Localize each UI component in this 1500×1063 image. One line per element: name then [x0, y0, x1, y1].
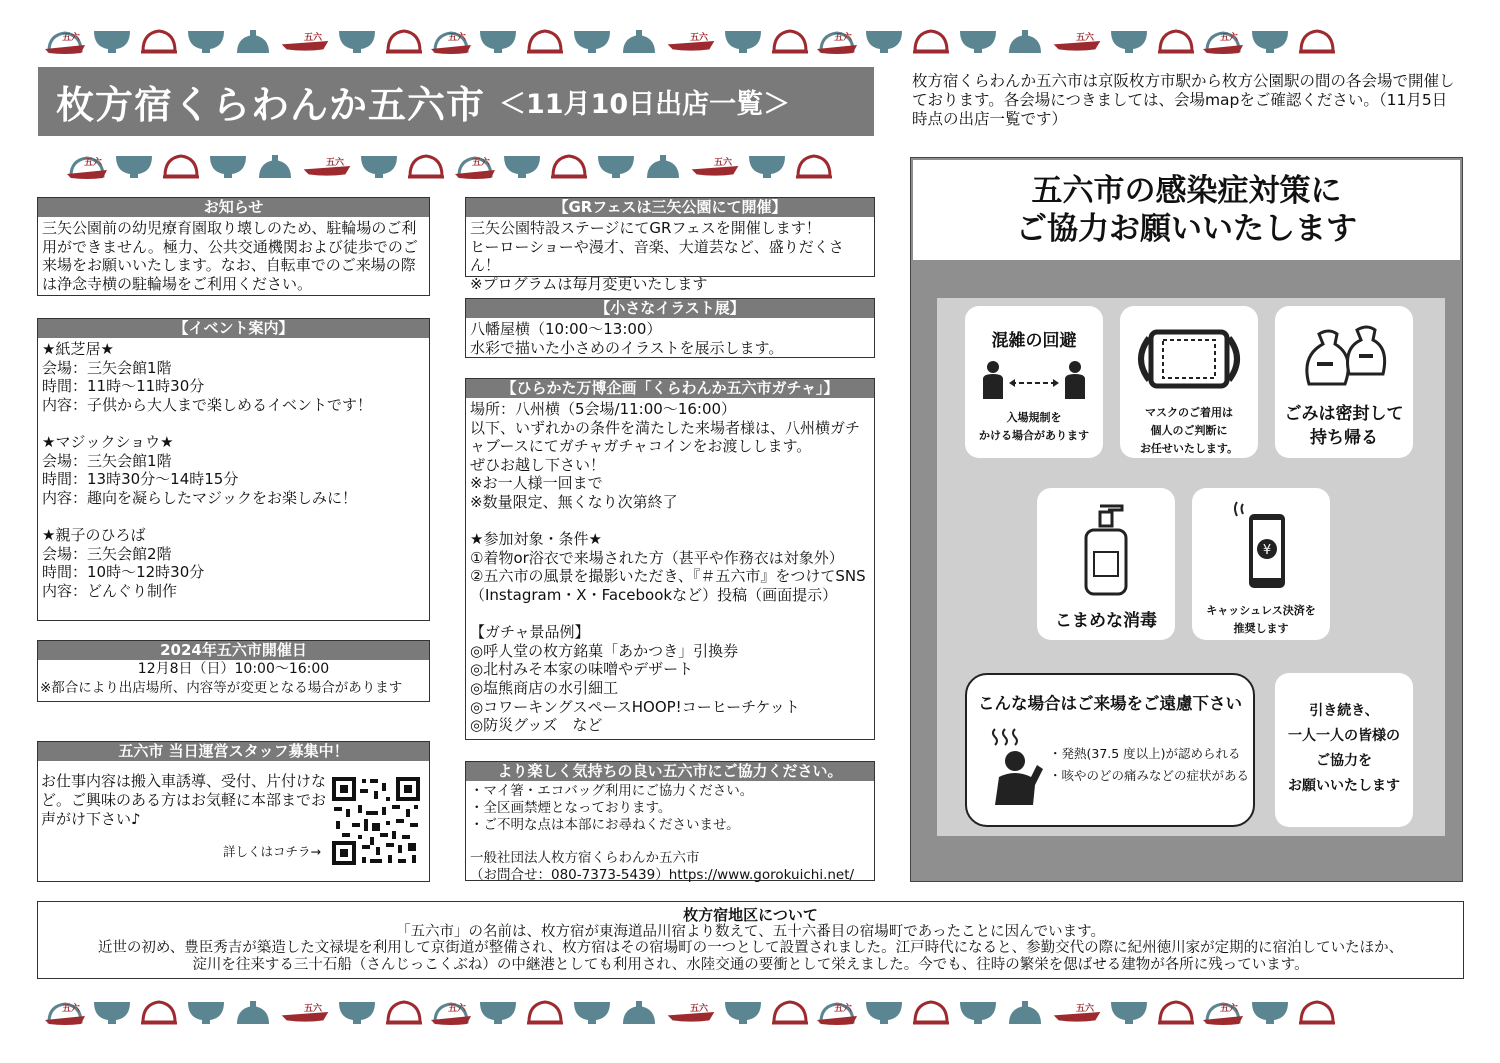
boat-label: 五六 [689, 1004, 709, 1014]
boat-label: 五六 [325, 158, 345, 168]
garbage-card [1275, 306, 1413, 458]
lid-icon [255, 152, 295, 180]
page-title-bar [38, 67, 874, 136]
bowl-outline-icon [911, 998, 951, 1026]
bowl-outline-icon [1156, 998, 1196, 1026]
fever-person-icon [987, 725, 1047, 805]
district-line: 「五六市」の名前は、枚方宿が東海道品川宿より数えて、五十六番目の宿場町であったことに因んでいます。 [396, 923, 1105, 940]
bowl-outline-icon [911, 27, 951, 55]
gr-header: 【GRフェスは三矢公園にて開催】 [466, 198, 874, 217]
staff-header: 五六市 当日運営スタッフ募集中！ [38, 742, 429, 761]
continue-card [1275, 673, 1413, 827]
smartphone-payment-icon [1231, 498, 1291, 590]
refrain-card [965, 673, 1255, 827]
boat-icon [67, 152, 107, 180]
bowl-outline-icon [525, 27, 565, 55]
disinfect-text: こまめな消毒 [1055, 611, 1157, 631]
boat-label: 五六 [833, 33, 853, 43]
garbage-text: ごみは密封して 持ち帰る [1284, 404, 1404, 448]
lid-icon [619, 998, 659, 1026]
bowl-outline-icon [1297, 27, 1337, 55]
bowl-outline-icon [384, 27, 424, 55]
boat-label: 五六 [303, 33, 323, 43]
bowl-icon [572, 998, 612, 1026]
boat-icon [45, 998, 85, 1026]
notice-body: 三矢公園前の幼児療育園取り壊しのため、駐輪場のご利用ができません。極力、公共交通機関および徒歩でのご来場をお願いいたします。なお、自転車でのご来場の際は浄念寺横の駐輪場をご利用ください。 [42, 219, 418, 293]
mask-icon [1129, 324, 1249, 394]
bowl-icon [337, 27, 377, 55]
bowl-icon [186, 998, 226, 1026]
cashless-text: キャッシュレス決済を 推奨します [1206, 604, 1316, 635]
bowl-icon [1109, 998, 1149, 1026]
bowl-icon [596, 152, 636, 180]
illust-box [465, 298, 875, 358]
bowl-icon [1250, 27, 1290, 55]
page-title: 枚方宿くらわんか五六市 [56, 83, 486, 127]
district-header: 枚方宿地区について [683, 906, 818, 924]
cooperate-header: より楽しく気持ちの良い五六市にご協力ください。 [466, 762, 874, 781]
staff-body: お仕事内容は搬入車誘導、受付、片付けなど。ご興味のある方はお気軽に本部までお声がけ下さい♪ [41, 772, 327, 828]
staff-box [37, 741, 430, 882]
bowl-outline-icon [794, 152, 834, 180]
bowl-icon [478, 998, 518, 1026]
illust-header: 【小さなイラスト展】 [466, 299, 874, 318]
boat-icon [455, 152, 495, 180]
decor-row-top [45, 27, 1337, 55]
gr-box [465, 197, 875, 293]
bowl-icon [958, 27, 998, 55]
bowl-icon [747, 152, 787, 180]
avoid-crowd-title: 混雑の回避 [991, 331, 1077, 351]
bowl-icon [186, 27, 226, 55]
gacha-box [465, 378, 875, 740]
bowl-outline-icon [139, 27, 179, 55]
boat-icon [817, 27, 857, 55]
cashless-card [1192, 488, 1330, 640]
lid-icon [1005, 998, 1045, 1026]
lid-icon [643, 152, 683, 180]
dates-date: 12月8日（日）10:00～16:00 [137, 661, 330, 677]
boat-label: 五六 [689, 33, 709, 43]
boat-label: 五六 [1219, 33, 1239, 43]
cooperate-box [465, 761, 875, 881]
bowl-icon [359, 152, 399, 180]
boat-icon [280, 27, 330, 55]
gacha-body: 場所：八州横（5会場/11:00～16:00） 以下、いずれかの条件を満たした来場者様は、八州横ガチャブースにてガチャガチャコインをお渡しします。 ぜひお越し下さい！ ※お一人様一回まで ※数量限定、無くなり次第終了 ★参加対象・条件★ ①着物or浴衣で来場された方（甚平や作務衣は対象外） ②五六市の風景を撮影いただき、『＃五六市』をつけてSNS（Instagram・X・Facebookなど）投稿（画面提示） 【ガチャ景品例】 ◎呼人堂の枚方銘菓「あかつき」引換券 ◎北村みそ本家の味噌やデザート ◎塩熊商店の水引細工 ◎コワーキングスペースHOOP!コーヒーチケット ◎防災グッズ など [470, 400, 866, 735]
sanitizer-icon [1076, 502, 1136, 597]
bowl-outline-icon [549, 152, 589, 180]
boat-icon [1203, 998, 1243, 1026]
refrain-list [1049, 743, 1249, 787]
district-line: 近世の初め、豊臣秀吉が築造した文禄堤を利用して京街道が整備され、枚方宿はその宿場町の一つとして設置されました。江戸時代になると、参勤交代の際に紀州徳川家が定期的に宿泊していたほか、 [97, 940, 1404, 956]
events-body: ★紙芝居★ 会場：三矢会館1階 時間：11時～11時30分 内容：子供から大人まで楽しめるイベントです！ ★マジックショウ★ 会場：三矢会館1階 時間：13時30分～14時15分 内容：趣向を凝らしたマジックをお楽しみに！ ★親子のひろば 会場：三矢会館2階 時間：10時～12時30分 内容：どんぐり制作 [42, 340, 373, 600]
notice-box [37, 197, 430, 296]
boat-icon [1052, 27, 1102, 55]
boat-label: 五六 [1075, 33, 1095, 43]
bowl-icon [208, 152, 248, 180]
boat-label: 五六 [447, 33, 467, 43]
refrain-item: ・発熱(37.5 度以上)が認められる [1049, 746, 1241, 761]
boat-icon [280, 998, 330, 1026]
bowl-outline-icon [1297, 998, 1337, 1026]
boat-icon [302, 152, 352, 180]
disinfect-card [1037, 488, 1175, 640]
bowl-outline-icon [161, 152, 201, 180]
boat-label: 五六 [713, 158, 733, 168]
boat-icon [431, 998, 471, 1026]
bowl-outline-icon [139, 998, 179, 1026]
bowl-outline-icon [1156, 27, 1196, 55]
gacha-header: 【ひらかた万博企画「くらわんか五六市ガチャ」】 [466, 379, 874, 398]
bowl-icon [502, 152, 542, 180]
district-line: 淀川を往来する三十石船（さんじっこくぶね）の中継港としても利用され、水陸交通の要衝として栄えました。今でも、往時の繁栄を偲ばせる建物が各所に残っています。 [192, 956, 1309, 973]
boat-label: 五六 [833, 1004, 853, 1014]
dates-note: ※都合により出店場所、内容等が変更となる場合があります [40, 680, 403, 696]
decor-row-bottom [45, 998, 1337, 1026]
boat-label: 五六 [447, 1004, 467, 1014]
boat-label: 五六 [83, 158, 103, 168]
bowl-icon [478, 27, 518, 55]
notice-header: お知らせ [38, 198, 429, 217]
decor-row-mid [67, 152, 446, 180]
svg-text:¥: ¥ [1262, 543, 1272, 558]
lid-icon [619, 27, 659, 55]
boat-label: 五六 [303, 1004, 323, 1014]
qr-code-icon[interactable] [330, 775, 422, 867]
staff-link[interactable]: 詳しくはコチラ→ [223, 844, 321, 859]
gr-body: 三矢公園特設ステージにてGRフェスを開催します！ ヒーローショーや漫才、音楽、大道芸など、盛りだくさん！ ※プログラムは毎月変更いたします [470, 219, 844, 293]
cooperate-body: ・マイ箸・エコバッグ利用にご協力ください。 ・全区画禁煙となっております。 ・ご不明な点は本部にお尋ねくださいませ。 一般社団法人枚方宿くらわんか五六市 （お問合せ：080-7373-5439）https://www.gorokuichi.net/ [470, 783, 855, 883]
boat-icon [666, 998, 716, 1026]
avoid-crowd-note: 入場規制を かける場合があります [979, 411, 1089, 442]
bowl-outline-icon [770, 998, 810, 1026]
dates-box [37, 640, 430, 702]
bowl-icon [1109, 27, 1149, 55]
bowl-icon [864, 998, 904, 1026]
events-box [37, 318, 430, 621]
bowl-icon [723, 27, 763, 55]
avoid-crowd-card [965, 306, 1103, 458]
refrain-title: こんな場合はご来場をご遠慮下さい [978, 694, 1242, 713]
illust-body: 八幡屋横（10:00～13:00） 水彩で描いた小さめのイラストを展示します。 [470, 320, 784, 357]
page-subtitle: ＜11月10日出店一覧＞ [499, 89, 791, 120]
bowl-icon [958, 998, 998, 1026]
infection-inner [937, 298, 1445, 836]
lid-icon [233, 998, 273, 1026]
boat-icon [690, 152, 740, 180]
bowl-outline-icon [384, 998, 424, 1026]
bowl-icon [92, 998, 132, 1026]
boat-label: 五六 [471, 158, 491, 168]
boat-icon [666, 27, 716, 55]
mask-card [1120, 306, 1258, 458]
boat-icon [1203, 27, 1243, 55]
intro-text: 枚方宿くらわんか五六市は京阪枚方市駅から枚方公園駅の間の各会場で開催しております。各会場につきましては、会場mapをご確認ください。（11月5日時点の出店一覧です） [912, 72, 1455, 128]
bowl-icon [1250, 998, 1290, 1026]
lid-icon [1005, 27, 1045, 55]
continue-text: 引き続き、 一人一人の皆様の ご協力を お願いいたします [1288, 703, 1400, 794]
boat-label: 五六 [1075, 1004, 1095, 1014]
bowl-icon [723, 998, 763, 1026]
bowl-icon [114, 152, 154, 180]
social-distance-icon [979, 359, 1089, 399]
infection-title: 五六市の感染症対策に ご協力お願いいたします [913, 160, 1460, 260]
district-box [37, 901, 1464, 979]
dates-header: 2024年五六市開催日 [38, 641, 429, 660]
boat-icon [1052, 998, 1102, 1026]
bowl-outline-icon [406, 152, 446, 180]
bowl-icon [572, 27, 612, 55]
boat-icon [45, 27, 85, 55]
bowl-outline-icon [525, 998, 565, 1026]
boat-icon [817, 998, 857, 1026]
mask-text: マスクのご着用は 個人のご判断に お任せいたします。 [1139, 406, 1239, 455]
bowl-icon [337, 998, 377, 1026]
refrain-item: ・咳やのどの痛みなどの症状がある [1049, 768, 1250, 783]
bowl-icon [864, 27, 904, 55]
boat-label: 五六 [61, 1004, 81, 1014]
lid-icon [233, 27, 273, 55]
boat-label: 五六 [61, 33, 81, 43]
events-header: 【イベント案内】 [38, 319, 429, 338]
decor-row-mid-2 [455, 152, 834, 180]
garbage-bag-icon [1299, 318, 1389, 388]
bowl-outline-icon [770, 27, 810, 55]
boat-icon [431, 27, 471, 55]
infection-panel [910, 157, 1463, 882]
boat-label: 五六 [1219, 1004, 1239, 1014]
bowl-icon [92, 27, 132, 55]
